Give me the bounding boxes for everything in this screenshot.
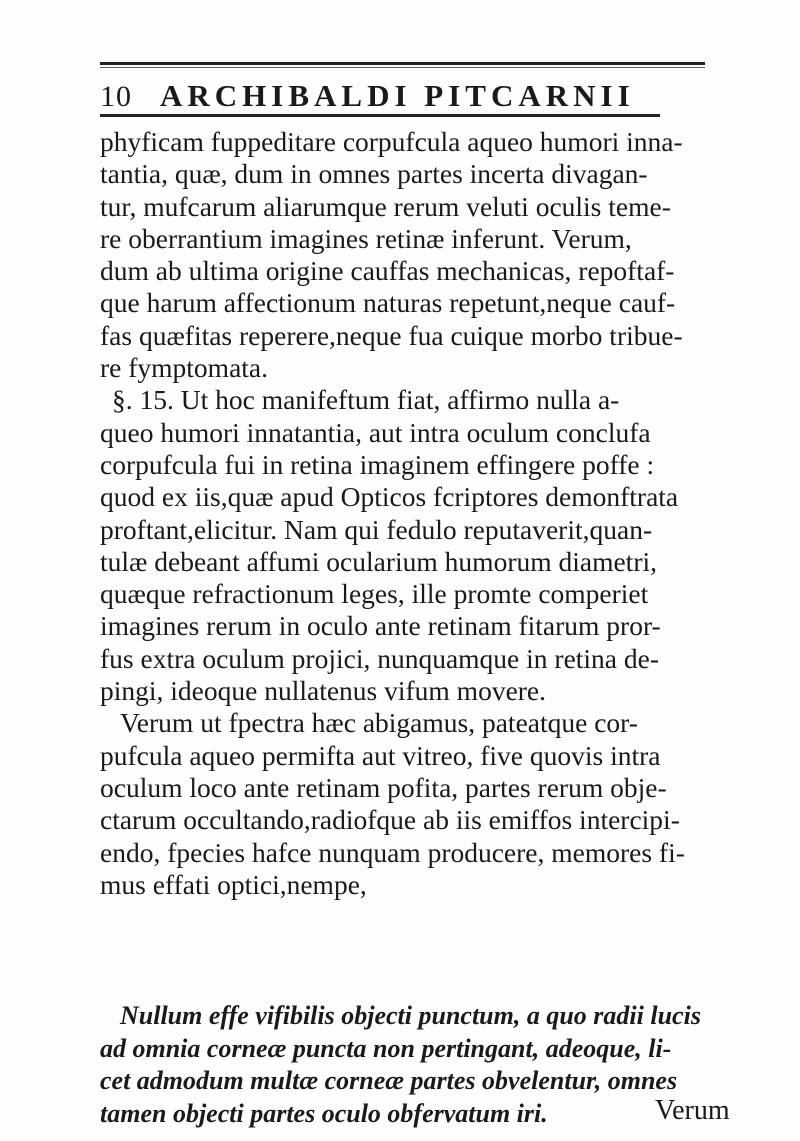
- text-line: oculum loco ante retinam pofita, partes rerum obje-: [100, 771, 667, 803]
- text-line: re fymptomata.: [100, 352, 268, 384]
- text-line: fus extra oculum projici, nunquamque in retina de-: [100, 642, 659, 674]
- quote-line: Nullum effe vifibilis objecti punctum, a quo radii lucis: [120, 1001, 701, 1030]
- text-line: tur, mufcarum aliarumque rerum veluti oculis teme-: [100, 190, 671, 222]
- text-line: ctarum occultando,radiofque ab iis emiffos intercipi-: [100, 804, 680, 836]
- body-text: [100, 126, 720, 901]
- catchword: Verum: [655, 1095, 730, 1126]
- text-line: corpufcula fui in retina imaginem effingere poffe :: [100, 448, 655, 480]
- text-line: queo humori innatantia, aut intra oculum conclufa: [100, 416, 651, 448]
- text-line: phyficam fuppeditare corpufcula aqueo humori inna-: [100, 126, 683, 157]
- paragraph-start-line: Verum ut fpectra hæc abigamus, pateatque cor-: [120, 707, 638, 739]
- running-head: [100, 70, 720, 114]
- running-title: ARCHIBALDI PITCARNII: [160, 78, 635, 113]
- section-start-line: §. 15. Ut hoc manifeftum fiat, affirmo nulla a-: [112, 384, 620, 416]
- top-rule: [100, 62, 705, 65]
- text-line: tantia, quæ, dum in omnes partes incerta divagan-: [100, 158, 648, 190]
- page-number: 10: [100, 80, 132, 113]
- text-line: proftant,elicitur. Nam qui fedulo reputaverit,quan-: [100, 513, 653, 545]
- text-line: mus effati optici,nempe,: [100, 868, 367, 900]
- top-rule-thin: [100, 67, 705, 68]
- quote-line: cet admodum multæ corneæ partes obvelentur, omnes: [100, 1066, 678, 1095]
- text-line: fas quæfitas reperere,neque fua cuique morbo tribue-: [100, 319, 683, 351]
- quote-line: tamen objecti partes oculo obfervatum iri.: [100, 1098, 548, 1128]
- text-line: endo, fpecies hafce nunquam producere, memores fi-: [100, 836, 685, 868]
- text-line: quod ex iis,quæ apud Opticos fcriptores demonftrata: [100, 481, 679, 513]
- text-line: pufcula aqueo permifta aut vitreo, five quovis intra: [100, 739, 661, 771]
- italic-quotation: [100, 1000, 740, 1130]
- text-line: dum ab ultima origine cauffas mechanicas, repoftaf-: [100, 255, 675, 287]
- text-line: quæque refractionum leges, ille promte comperiet: [100, 578, 649, 610]
- text-line: pingi, ideoque nullatenus vifum movere.: [100, 675, 547, 707]
- text-line: tulæ debeant affumi ocularium humorum diametri,: [100, 545, 657, 577]
- text-line: imagines rerum in oculo ante retinam fitarum pror-: [100, 610, 661, 642]
- header-rule: [100, 114, 660, 117]
- quote-line: ad omnia corneæ puncta non pertingant, adeoque, li-: [100, 1033, 672, 1063]
- text-line: que harum affectionum naturas repetunt,neque cauf-: [100, 287, 676, 319]
- text-line: re oberrantium imagines retinæ inferunt. Verum,: [100, 222, 632, 254]
